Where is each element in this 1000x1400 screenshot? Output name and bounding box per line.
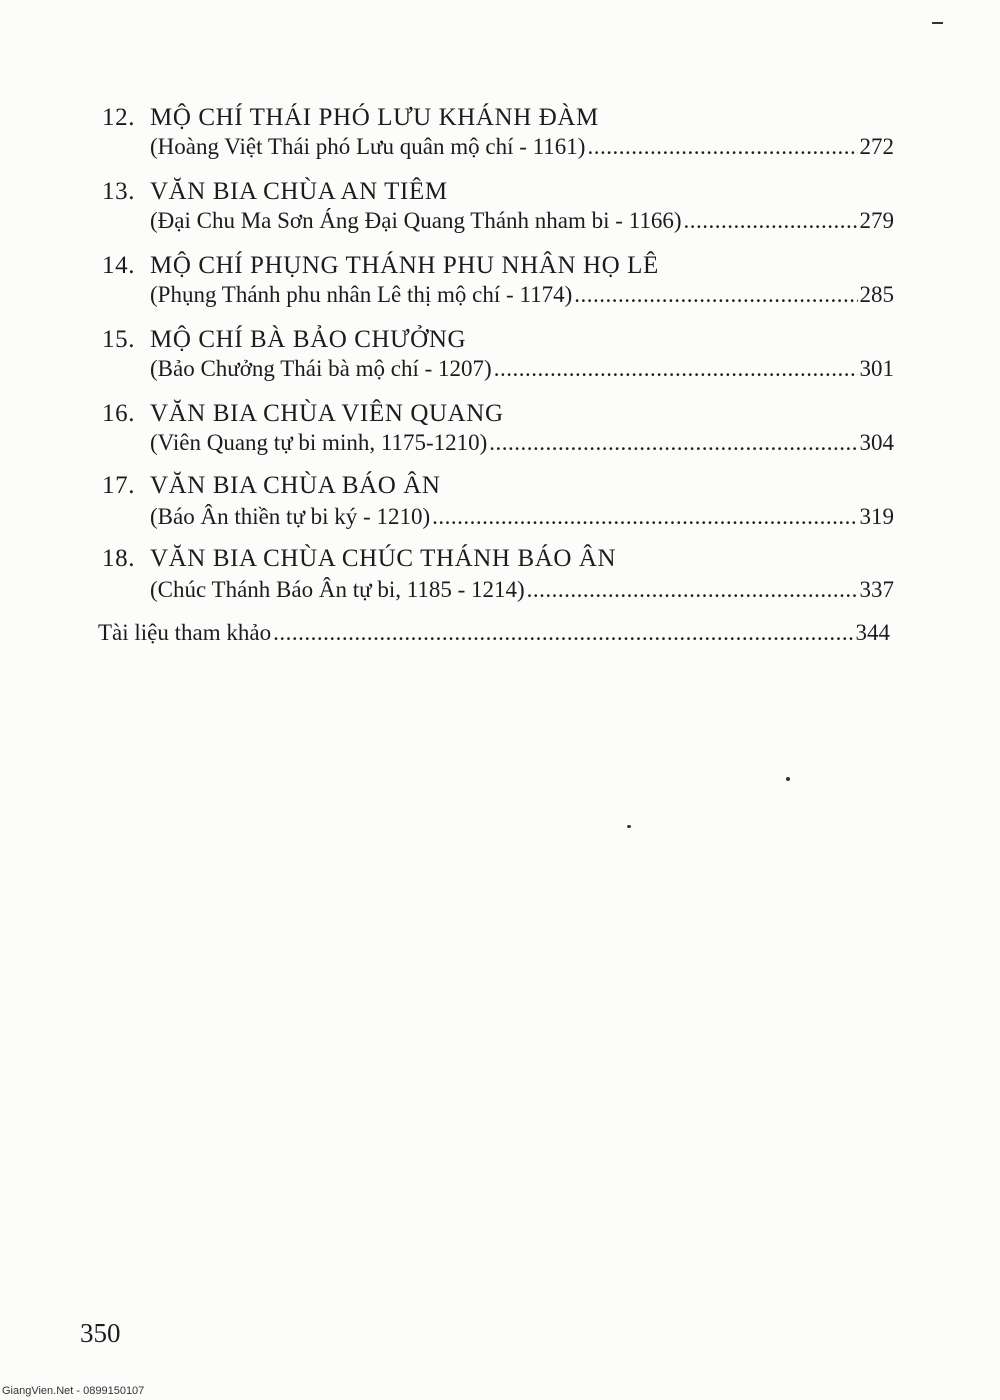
toc-entry-title (102, 400, 504, 428)
toc-entry-title (102, 178, 448, 206)
watermark: GiangVien.Net - 0899150107 (2, 1385, 145, 1397)
corner-mark (932, 22, 943, 24)
toc-entry-subtitle-line (150, 134, 894, 160)
toc-entry-page: 337 (859, 577, 894, 602)
print-speck (786, 777, 790, 781)
toc-entry-number: 12. (102, 104, 136, 131)
dot-leader (684, 208, 858, 234)
toc-entry-title (102, 104, 599, 132)
toc-entry-title (102, 472, 441, 500)
toc-entry-number: 16. (102, 400, 136, 427)
toc-entry-title (102, 545, 616, 573)
toc-entry-page: 301 (859, 356, 894, 381)
toc-entry-number: 15. (102, 326, 136, 353)
dot-leader (574, 282, 857, 308)
toc-entry-title-text: VĂN BIA CHÙA AN TIÊM (150, 178, 448, 205)
toc-entry-subtitle: (Chúc Thánh Báo Ân tự bi, 1185 - 1214) (150, 577, 525, 602)
toc-entry-number: 14. (102, 252, 136, 279)
toc-entry-subtitle-line (150, 504, 894, 530)
toc-entry-subtitle: (Phụng Thánh phu nhân Lê thị mộ chí - 1174) (150, 282, 573, 307)
toc-entry-subtitle: (Bảo Chưởng Thái bà mộ chí - 1207) (150, 356, 492, 381)
page-number: 350 (80, 1318, 121, 1348)
toc-entry-subtitle-line (150, 577, 894, 603)
dot-leader (494, 356, 858, 382)
toc-entry-title-text: MỘ CHÍ PHỤNG THÁNH PHU NHÂN HỌ LÊ (150, 252, 659, 279)
toc-entry-page: 285 (859, 282, 894, 307)
toc-entry-subtitle: (Báo Ân thiền tự bi ký - 1210) (150, 504, 431, 529)
dot-leader (587, 134, 857, 160)
toc-entry-page: 279 (859, 208, 894, 233)
toc-entry-number: 18. (102, 545, 136, 572)
toc-entry-title-text: VĂN BIA CHÙA VIÊN QUANG (150, 400, 504, 427)
toc-entry-title-text: VĂN BIA CHÙA BÁO ÂN (150, 472, 441, 499)
toc-entry-title-text: MỘ CHÍ THÁI PHÓ LƯU KHÁNH ĐÀM (150, 104, 599, 131)
toc-entry-page: 272 (859, 134, 894, 159)
toc-entry-subtitle: (Đại Chu Ma Sơn Áng Đại Quang Thánh nham bi - 1166) (150, 208, 682, 233)
print-speck (627, 825, 631, 828)
toc-entry-page: 319 (859, 504, 894, 529)
dot-leader (432, 504, 857, 530)
toc-references-label: Tài liệu tham khảo (98, 620, 272, 645)
toc-entry-number: 17. (102, 472, 136, 499)
toc-references-line (98, 620, 890, 646)
toc-entry-subtitle: (Viên Quang tự bi minh, 1175-1210) (150, 430, 488, 455)
toc-entry-title-text: MỘ CHÍ BÀ BẢO CHƯỞNG (150, 326, 467, 353)
toc-entry-subtitle: (Hoàng Việt Thái phó Lưu quân mộ chí - 1161) (150, 134, 586, 159)
toc-entry-title (102, 252, 659, 280)
toc-entry-subtitle-line (150, 356, 894, 382)
toc-entry-subtitle-line (150, 430, 894, 456)
toc-entry-page: 304 (859, 430, 894, 455)
dot-leader (273, 620, 853, 646)
dot-leader (489, 430, 857, 456)
toc-entry-subtitle-line (150, 208, 894, 234)
toc-entry-title-text: VĂN BIA CHÙA CHÚC THÁNH BÁO ÂN (150, 545, 617, 572)
toc-entry-subtitle-line (150, 282, 894, 308)
toc-entry-number: 13. (102, 178, 136, 205)
toc-references-page: 344 (855, 620, 890, 645)
toc-entry-title (102, 326, 466, 354)
dot-leader (527, 577, 858, 603)
